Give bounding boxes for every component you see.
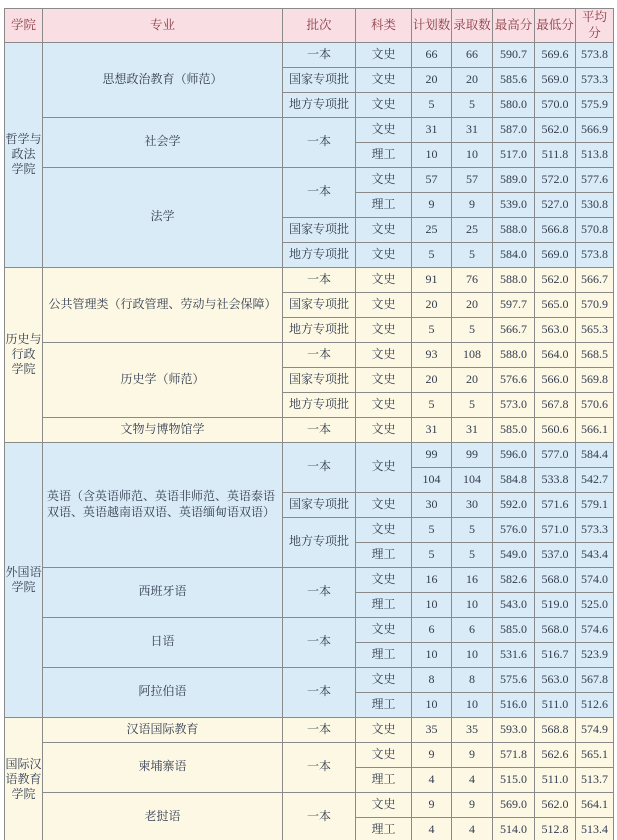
major-cell: 法学 [43,167,283,267]
avg-cell: 565.3 [576,317,614,342]
header-row [5,9,614,43]
avg-cell: 530.8 [576,192,614,217]
min-cell: 516.7 [535,642,576,667]
avg-cell: 566.7 [576,267,614,292]
subject-cell: 文史 [356,167,412,192]
admit-cell: 5 [452,317,493,342]
min-cell: 566.0 [535,367,576,392]
batch-cell: 一本 [283,442,356,492]
plan-cell: 35 [412,717,452,742]
admit-cell: 10 [452,592,493,617]
major-cell: 历史学（师范） [43,342,283,417]
batch-cell: 一本 [283,342,356,367]
batch-cell: 地方专项批 [283,517,356,567]
plan-cell: 9 [412,792,452,817]
min-cell: 560.6 [535,417,576,442]
admit-cell: 66 [452,42,493,67]
batch-cell: 一本 [283,117,356,167]
min-cell: 565.0 [535,292,576,317]
column-header-avg-score: 平均分 [576,9,614,43]
plan-cell: 10 [412,592,452,617]
max-cell: 588.0 [493,267,535,292]
batch-cell: 一本 [283,792,356,840]
max-cell: 531.6 [493,642,535,667]
subject-cell: 文史 [356,292,412,317]
max-cell: 576.6 [493,367,535,392]
plan-cell: 4 [412,817,452,840]
avg-cell: 513.8 [576,142,614,167]
table-row [5,792,614,817]
table-row [5,717,614,742]
min-cell: 570.0 [535,92,576,117]
min-cell: 519.0 [535,592,576,617]
admit-cell: 9 [452,192,493,217]
subject-cell: 文史 [356,117,412,142]
max-cell: 516.0 [493,692,535,717]
plan-cell: 9 [412,192,452,217]
subject-cell: 文史 [356,567,412,592]
major-cell: 汉语国际教育 [43,717,283,742]
batch-cell: 地方专项批 [283,317,356,342]
min-cell: 527.0 [535,192,576,217]
avg-cell: 574.6 [576,617,614,642]
column-header-major: 专业 [43,9,283,43]
admit-cell: 5 [452,242,493,267]
table-row [5,42,614,67]
admit-cell: 6 [452,617,493,642]
batch-cell: 一本 [283,742,356,792]
max-cell: 580.0 [493,92,535,117]
batch-cell: 一本 [283,667,356,717]
batch-cell: 一本 [283,417,356,442]
subject-cell: 理工 [356,767,412,792]
subject-cell: 理工 [356,542,412,567]
plan-cell: 5 [412,542,452,567]
min-cell: 562.0 [535,267,576,292]
avg-cell: 573.3 [576,67,614,92]
avg-cell: 573.3 [576,517,614,542]
min-cell: 563.0 [535,667,576,692]
admit-cell: 57 [452,167,493,192]
max-cell: 549.0 [493,542,535,567]
subject-cell: 文史 [356,42,412,67]
major-cell: 阿拉伯语 [43,667,283,717]
min-cell: 562.6 [535,742,576,767]
college-cell: 历史与 行政 学院 [5,267,43,442]
admit-cell: 4 [452,817,493,840]
batch-cell: 一本 [283,167,356,217]
batch-cell: 地方专项批 [283,92,356,117]
plan-cell: 20 [412,367,452,392]
table-row [5,617,614,642]
subject-cell: 文史 [356,442,412,492]
batch-cell: 一本 [283,42,356,67]
max-cell: 539.0 [493,192,535,217]
column-header-planned: 计划数 [412,9,452,43]
admit-cell: 10 [452,692,493,717]
batch-cell: 地方专项批 [283,392,356,417]
max-cell: 593.0 [493,717,535,742]
avg-cell: 513.4 [576,817,614,840]
subject-cell: 文史 [356,792,412,817]
column-header-batch: 批次 [283,9,356,43]
max-cell: 566.7 [493,317,535,342]
avg-cell: 567.8 [576,667,614,692]
avg-cell: 573.8 [576,42,614,67]
major-cell: 西班牙语 [43,567,283,617]
admit-cell: 10 [452,142,493,167]
max-cell: 590.7 [493,42,535,67]
subject-cell: 理工 [356,817,412,840]
admit-cell: 31 [452,117,493,142]
admit-cell: 31 [452,417,493,442]
admit-cell: 5 [452,517,493,542]
max-cell: 517.0 [493,142,535,167]
min-cell: 537.0 [535,542,576,567]
plan-cell: 5 [412,92,452,117]
max-cell: 596.0 [493,442,535,467]
min-cell: 571.0 [535,517,576,542]
admit-cell: 20 [452,292,493,317]
plan-cell: 91 [412,267,452,292]
batch-cell: 国家专项批 [283,492,356,517]
subject-cell: 文史 [356,717,412,742]
subject-cell: 理工 [356,192,412,217]
admit-cell: 99 [452,442,493,467]
max-cell: 514.0 [493,817,535,840]
avg-cell: 513.7 [576,767,614,792]
table-row [5,342,614,367]
major-cell: 思想政治教育（师范） [43,42,283,117]
min-cell: 533.8 [535,467,576,492]
batch-cell: 国家专项批 [283,67,356,92]
avg-cell: 512.6 [576,692,614,717]
avg-cell: 575.9 [576,92,614,117]
admit-cell: 25 [452,217,493,242]
admit-cell: 5 [452,542,493,567]
subject-cell: 文史 [356,392,412,417]
table-row [5,417,614,442]
min-cell: 564.0 [535,342,576,367]
max-cell: 573.0 [493,392,535,417]
admit-cell: 9 [452,792,493,817]
subject-cell: 文史 [356,617,412,642]
subject-cell: 理工 [356,592,412,617]
plan-cell: 5 [412,517,452,542]
subject-cell: 理工 [356,642,412,667]
min-cell: 569.0 [535,67,576,92]
min-cell: 568.0 [535,617,576,642]
min-cell: 512.8 [535,817,576,840]
max-cell: 585.6 [493,67,535,92]
batch-cell: 一本 [283,717,356,742]
avg-cell: 568.5 [576,342,614,367]
table-row [5,167,614,192]
plan-cell: 66 [412,42,452,67]
max-cell: 584.8 [493,467,535,492]
subject-cell: 理工 [356,692,412,717]
major-cell: 老挝语 [43,792,283,840]
plan-cell: 25 [412,217,452,242]
table-header [5,9,614,43]
batch-cell: 一本 [283,267,356,292]
admit-cell: 30 [452,492,493,517]
plan-cell: 6 [412,617,452,642]
table-row [5,667,614,692]
max-cell: 592.0 [493,492,535,517]
batch-cell: 地方专项批 [283,242,356,267]
max-cell: 588.0 [493,342,535,367]
plan-cell: 30 [412,492,452,517]
column-header-min-score: 最低分 [535,9,576,43]
min-cell: 562.0 [535,117,576,142]
min-cell: 572.0 [535,167,576,192]
admit-cell: 9 [452,742,493,767]
min-cell: 511.0 [535,767,576,792]
max-cell: 576.0 [493,517,535,542]
table-row [5,442,614,467]
avg-cell: 573.8 [576,242,614,267]
avg-cell: 577.6 [576,167,614,192]
subject-cell: 文史 [356,342,412,367]
table-body [5,42,614,840]
avg-cell: 565.1 [576,742,614,767]
major-cell: 柬埔寨语 [43,742,283,792]
min-cell: 568.8 [535,717,576,742]
avg-cell: 579.1 [576,492,614,517]
max-cell: 585.0 [493,417,535,442]
subject-cell: 理工 [356,142,412,167]
admit-cell: 16 [452,567,493,592]
plan-cell: 93 [412,342,452,367]
max-cell: 587.0 [493,117,535,142]
plan-cell: 10 [412,142,452,167]
admit-cell: 20 [452,367,493,392]
max-cell: 597.7 [493,292,535,317]
avg-cell: 566.9 [576,117,614,142]
major-cell: 文物与博物馆学 [43,417,283,442]
plan-cell: 5 [412,392,452,417]
avg-cell: 542.7 [576,467,614,492]
batch-cell: 一本 [283,567,356,617]
major-cell: 公共管理类（行政管理、劳动与社会保障） [43,267,283,342]
subject-cell: 文史 [356,417,412,442]
table-row [5,267,614,292]
subject-cell: 文史 [356,742,412,767]
batch-cell: 国家专项批 [283,292,356,317]
subject-cell: 文史 [356,517,412,542]
min-cell: 569.0 [535,242,576,267]
plan-cell: 31 [412,117,452,142]
subject-cell: 文史 [356,492,412,517]
major-cell: 日语 [43,617,283,667]
max-cell: 585.0 [493,617,535,642]
avg-cell: 570.6 [576,392,614,417]
college-cell: 哲学与 政法 学院 [5,42,43,267]
table-row [5,567,614,592]
batch-cell: 国家专项批 [283,367,356,392]
max-cell: 582.6 [493,567,535,592]
max-cell: 575.6 [493,667,535,692]
major-cell: 英语（含英语师范、英语非师范、英语泰语双语、英语越南语双语、英语缅甸语双语） [43,442,283,567]
plan-cell: 10 [412,642,452,667]
plan-cell: 9 [412,742,452,767]
plan-cell: 31 [412,417,452,442]
avg-cell: 574.9 [576,717,614,742]
min-cell: 577.0 [535,442,576,467]
max-cell: 571.8 [493,742,535,767]
subject-cell: 文史 [356,217,412,242]
min-cell: 568.0 [535,567,576,592]
avg-cell: 564.1 [576,792,614,817]
batch-cell: 国家专项批 [283,217,356,242]
admit-cell: 20 [452,67,493,92]
admit-cell: 35 [452,717,493,742]
subject-cell: 文史 [356,67,412,92]
plan-cell: 104 [412,467,452,492]
max-cell: 543.0 [493,592,535,617]
plan-cell: 5 [412,242,452,267]
plan-cell: 20 [412,67,452,92]
min-cell: 569.6 [535,42,576,67]
subject-cell: 文史 [356,367,412,392]
plan-cell: 10 [412,692,452,717]
min-cell: 511.0 [535,692,576,717]
min-cell: 571.6 [535,492,576,517]
subject-cell: 文史 [356,92,412,117]
max-cell: 584.0 [493,242,535,267]
table-row [5,742,614,767]
min-cell: 511.8 [535,142,576,167]
min-cell: 563.0 [535,317,576,342]
avg-cell: 543.4 [576,542,614,567]
college-cell: 国际汉 语教育 学院 [5,717,43,840]
avg-cell: 570.8 [576,217,614,242]
plan-cell: 5 [412,317,452,342]
table-row [5,117,614,142]
avg-cell: 566.1 [576,417,614,442]
column-header-max-score: 最高分 [493,9,535,43]
admit-cell: 104 [452,467,493,492]
avg-cell: 570.9 [576,292,614,317]
college-cell: 外国语 学院 [5,442,43,717]
plan-cell: 4 [412,767,452,792]
max-cell: 515.0 [493,767,535,792]
avg-cell: 569.8 [576,367,614,392]
admit-cell: 108 [452,342,493,367]
plan-cell: 99 [412,442,452,467]
min-cell: 562.0 [535,792,576,817]
admit-cell: 4 [452,767,493,792]
admit-cell: 5 [452,392,493,417]
max-cell: 569.0 [493,792,535,817]
plan-cell: 16 [412,567,452,592]
subject-cell: 文史 [356,667,412,692]
avg-cell: 584.4 [576,442,614,467]
admit-cell: 5 [452,92,493,117]
min-cell: 566.8 [535,217,576,242]
major-cell: 社会学 [43,117,283,167]
max-cell: 588.0 [493,217,535,242]
plan-cell: 20 [412,292,452,317]
admission-score-table [4,8,614,840]
max-cell: 589.0 [493,167,535,192]
column-header-admitted: 录取数 [452,9,493,43]
avg-cell: 525.0 [576,592,614,617]
plan-cell: 8 [412,667,452,692]
plan-cell: 57 [412,167,452,192]
subject-cell: 文史 [356,267,412,292]
min-cell: 567.8 [535,392,576,417]
batch-cell: 一本 [283,617,356,667]
subject-cell: 文史 [356,242,412,267]
avg-cell: 574.0 [576,567,614,592]
subject-cell: 文史 [356,317,412,342]
column-header-subject: 科类 [356,9,412,43]
admit-cell: 8 [452,667,493,692]
admit-cell: 10 [452,642,493,667]
avg-cell: 523.9 [576,642,614,667]
column-header-college: 学院 [5,9,43,43]
admit-cell: 76 [452,267,493,292]
